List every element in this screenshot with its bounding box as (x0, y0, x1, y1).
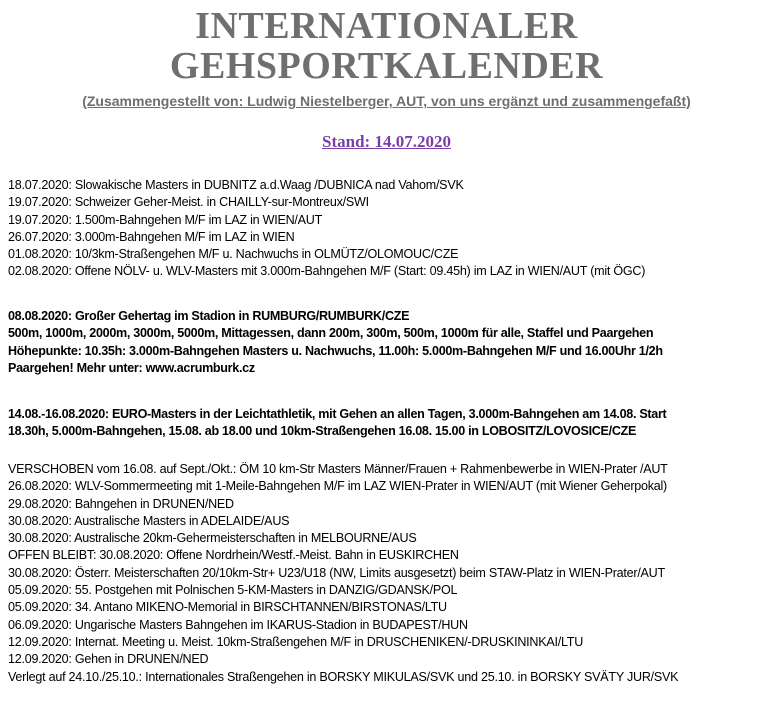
event-line: 29.08.2020: Bahngehen in DRUNEN/NED (8, 496, 234, 511)
event-line-bold: 500m, 1000m, 2000m, 3000m, 5000m, Mittagessen, dann 200m, 300m, 500m, 1000m für alle, Staffel und Paargehen (8, 326, 654, 341)
stand-date: Stand: 14.07.2020 (322, 132, 451, 151)
event-line: VERSCHOBEN vom 16.08. auf Sept./Okt.: ÖM 10 km-Str Masters Männer/Frauen + Rahmenbewerbe in WIEN-Prater /AUT (8, 462, 668, 476)
event-line: OFFEN BLEIBT: 30.08.2020: Offene Nordrhein/Westf.-Meist. Bahn in EUSKIRCHEN (8, 548, 459, 563)
event-line: 19.07.2020: 1.500m-Bahngehen M/F im LAZ in WIEN/AUT (8, 212, 323, 227)
event-line: 26.08.2020: WLV-Sommermeeting mit 1-Meile-Bahngehen M/F im LAZ WIEN-Prater in WIEN/AUT (mit Wiener Geherpokal) (8, 479, 667, 494)
event-line: 30.08.2020: Australische Masters in ADELAIDE/AUS (8, 513, 290, 528)
event-line-bold: 18.30h, 5.000m-Bahngehen, 15.08. ab 18.00 und 10km-Straßengehen 16.08. 15.00 in LOBOSITZ/LOVOSICE/CZE (8, 424, 637, 439)
event-line: 18.07.2020: Slowakische Masters in DUBNITZ a.d.Waag /DUBNICA nad Vahom/SVK (8, 178, 464, 192)
event-line: 02.08.2020: Offene NÖLV- u. WLV-Masters mit 3.000m-Bahngehen M/F (Start: 09.45h) im LAZ in WIEN/AUT (mit ÖGC) (8, 264, 646, 279)
event-line: 30.08.2020: Australische 20km-Gehermeisterschaften in MELBOURNE/AUS (8, 531, 417, 546)
event-line: 12.09.2020: Gehen in DRUNEN/NED (8, 652, 209, 667)
event-line: 05.09.2020: 34. Antano MIKENO-Memorial in BIRSCHTANNEN/BIRSTONAS/LTU (8, 600, 447, 615)
event-list-august-september (8, 461, 770, 686)
event-line: 05.09.2020: 55. Postgehen mit Polnischen 5-KM-Masters in DANZIG/GDANSK/POL (8, 583, 458, 598)
event-line-bold: Paargehen! Mehr unter: www.acrumburk.cz (8, 360, 255, 375)
event-list-july (8, 177, 770, 281)
event-line: 12.09.2020: Internat. Meeting u. Meist. 10km-Straßengehen M/F in DRUSCHENIKEN/-DRUSKININKAI/LTU (8, 634, 584, 649)
event-euro-masters (8, 406, 770, 441)
event-line: 30.08.2020: Österr. Meisterschaften 20/10km-Str+ U23/U18 (NW, Limits ausgesetzt) beim STAW-Platz in WIEN-Prater/AUT (8, 565, 665, 580)
subtitle: (Zusammengestellt von: Ludwig Niestelberger, AUT, von uns ergänzt und zusammengefaßt) (82, 93, 691, 109)
event-line: 06.09.2020: Ungarische Masters Bahngehen im IKARUS-Stadion in BUDAPEST/HUN (8, 617, 468, 632)
title-line-2: GEHSPORTKALENDER (169, 45, 604, 87)
event-line-bold: 08.08.2020: Großer Gehertag im Stadion in RUMBURG/RUMBURK/CZE (8, 309, 410, 323)
event-line: 19.07.2020: Schweizer Geher-Meist. in CHAILLY-sur-Montreux/SWI (8, 195, 369, 210)
event-rumburg (8, 308, 770, 377)
event-line-bold: Höhepunkte: 10.35h: 3.000m-Bahngehen Masters u. Nachwuchs, 11.00h: 5.000m-Bahngehen M/F und 16.00Uhr 1/2h (8, 343, 663, 358)
event-line: Verlegt auf 24.10./25.10.: Internationales Straßengehen in BORSKY MIKULAS/SVK und 25.10. in BORSKY SVÄTY JUR/SVK (8, 669, 679, 684)
event-line-bold: 14.08.-16.08.2020: EURO-Masters in der Leichtathletik, mit Gehen an allen Tagen, 3.000m-Bahngehen am 14.08. Start (8, 407, 667, 421)
event-line: 26.07.2020: 3.000m-Bahngehen M/F im LAZ in WIEN (8, 229, 295, 244)
event-line: 01.08.2020: 10/3km-Straßengehen M/F u. Nachwuchs in OLMÜTZ/OLOMOUC/CZE (8, 247, 459, 262)
title-line-1: INTERNATIONALER (195, 5, 578, 47)
